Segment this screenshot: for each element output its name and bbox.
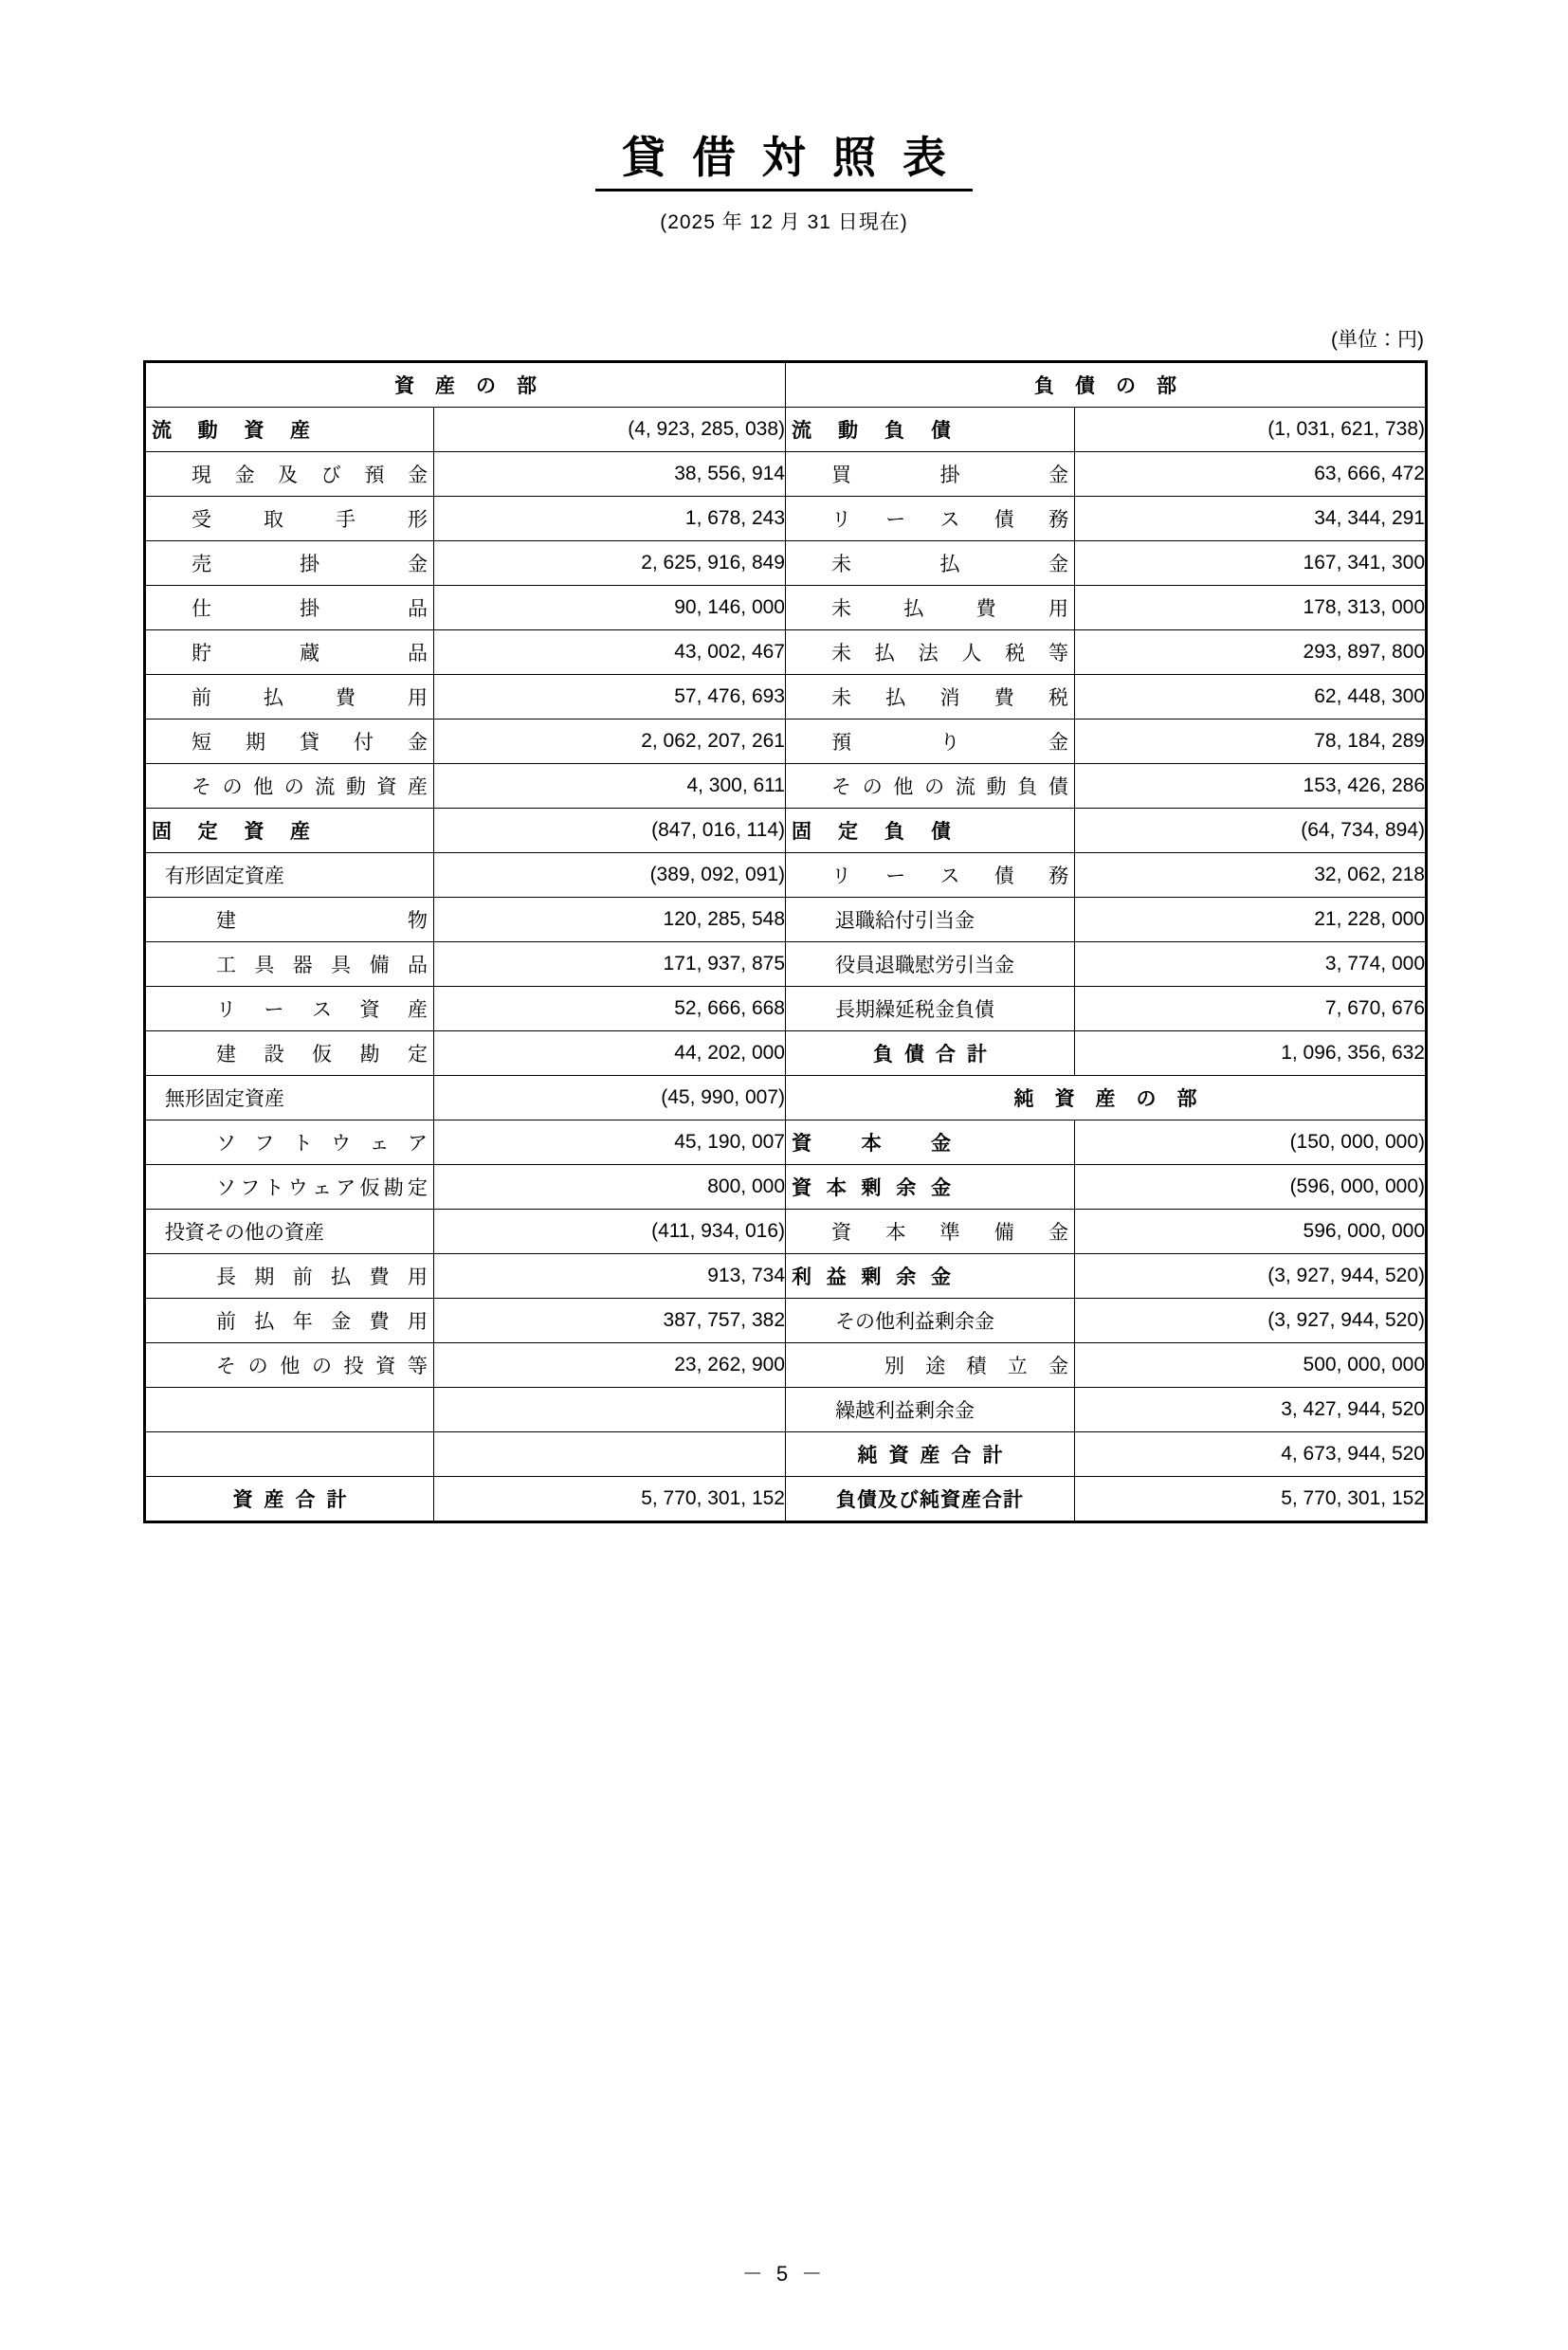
spread-text: 未 払 消 費 税 [831, 686, 1068, 709]
table-row [145, 1030, 1427, 1075]
balance-sheet-table-wrap [143, 360, 1425, 1523]
row-value-lease-obligations-current: 34, 344, 291 [1075, 496, 1427, 540]
table-row [145, 1431, 1427, 1476]
row-label-current-liabilities [786, 407, 1075, 451]
row-value-total-net-assets: 4, 673, 944, 520 [1075, 1431, 1427, 1476]
row-label-construction-in-progress [145, 1030, 434, 1075]
table-row [145, 674, 1427, 719]
spread-text: 預 り 金 [831, 731, 1068, 754]
row-value-cash-and-deposits: 38, 556, 914 [434, 451, 786, 496]
spread-text: そ の 他 の 投 資 等 [216, 1355, 428, 1377]
row-label-accounts-receivable [145, 540, 434, 585]
table-row [145, 1075, 1427, 1120]
row-value-legal-capital-surplus: 596, 000, 000 [1075, 1209, 1427, 1253]
row-value-software-in-progress: 800, 000 [434, 1164, 786, 1209]
spread-text: 買 掛 金 [831, 464, 1068, 486]
row-value-long-term-prepaid-expenses: 913, 734 [434, 1253, 786, 1298]
spread-text: 流 動 負 債 [792, 419, 951, 442]
spread-text: 資 本 金 [792, 1132, 951, 1155]
row-value-accrued-expenses: 178, 313, 000 [1075, 585, 1427, 629]
liabilities-section-header: 負債の部 [786, 361, 1427, 407]
row-value-reserve-for-special-purposes: 500, 000, 000 [1075, 1342, 1427, 1387]
row-value-other-investments: 23, 262, 900 [434, 1342, 786, 1387]
row-label-supplies [145, 629, 434, 674]
row-value-accrued-income-taxes: 293, 897, 800 [1075, 629, 1427, 674]
table-row [145, 763, 1427, 808]
row-value-spacer-1 [434, 1387, 786, 1431]
row-label-total-assets: 資産合計 [145, 1476, 434, 1521]
table-row [145, 585, 1427, 629]
table-row [145, 1164, 1427, 1209]
row-label-software [145, 1120, 434, 1164]
row-value-work-in-process: 90, 146, 000 [434, 585, 786, 629]
table-row [145, 941, 1427, 986]
row-value-software: 45, 190, 007 [434, 1120, 786, 1164]
table-row-grand-total [145, 1476, 1427, 1521]
row-value-retained-earnings-brought-forward: 3, 427, 944, 520 [1075, 1387, 1427, 1431]
row-label-intangible-fixed-assets: 無形固定資産 [145, 1075, 434, 1120]
row-label-total-net-assets: 純資産合計 [786, 1431, 1075, 1476]
row-label-deposits-received [786, 719, 1075, 763]
row-label-legal-capital-surplus [786, 1209, 1075, 1253]
spread-text: 現 金 及 び 預 金 [191, 464, 428, 486]
row-value-tools-furniture-fixtures: 171, 937, 875 [434, 941, 786, 986]
spread-text: リ ー ス 資 産 [216, 998, 428, 1021]
table-row [145, 808, 1427, 852]
row-label-total-liabilities: 負債合計 [786, 1030, 1075, 1075]
table-row [145, 852, 1427, 897]
row-label-officers-retirement-provision: 役員退職慰労引当金 [786, 941, 1075, 986]
row-value-lease-obligations-noncurrent: 32, 062, 218 [1075, 852, 1427, 897]
row-label-capital-surplus [786, 1164, 1075, 1209]
table-row [145, 1253, 1427, 1298]
row-value-fixed-assets: (847, 016, 114) [434, 808, 786, 852]
spread-text: 仕 掛 品 [191, 597, 428, 620]
table-row [145, 986, 1427, 1030]
row-value-current-assets: (4, 923, 285, 038) [434, 407, 786, 451]
row-value-deposits-received: 78, 184, 289 [1075, 719, 1427, 763]
row-label-accounts-payable [786, 451, 1075, 496]
spread-text: 資 本 剰 余 金 [792, 1176, 951, 1199]
row-value-short-term-loans: 2, 062, 207, 261 [434, 719, 786, 763]
row-value-retirement-benefit-provision: 21, 228, 000 [1075, 897, 1427, 941]
table-row [145, 719, 1427, 763]
row-label-notes-receivable [145, 496, 434, 540]
row-label-fixed-assets [145, 808, 434, 852]
row-label-investments-and-other-assets: 投資その他の資産 [145, 1209, 434, 1253]
row-label-buildings [145, 897, 434, 941]
table-row [145, 1387, 1427, 1431]
spread-text: 売 掛 金 [191, 553, 428, 575]
row-value-capital-surplus: (596, 000, 000) [1075, 1164, 1427, 1209]
spread-text: 長 期 前 払 費 用 [216, 1266, 428, 1288]
row-label-reserve-for-special-purposes [786, 1342, 1075, 1387]
row-value-accrued-consumption-tax: 62, 448, 300 [1075, 674, 1427, 719]
balance-sheet-table [143, 360, 1428, 1523]
row-label-accrued-expenses [786, 585, 1075, 629]
row-label-prepaid-pension-cost [145, 1298, 434, 1342]
spread-text: 未 払 金 [831, 553, 1068, 575]
row-label-tools-furniture-fixtures [145, 941, 434, 986]
row-label-lease-assets [145, 986, 434, 1030]
unit-note: (単位：円) [1331, 328, 1424, 351]
row-value-officers-retirement-provision: 3, 774, 000 [1075, 941, 1427, 986]
table-row [145, 496, 1427, 540]
row-value-total-liabilities-and-net-assets: 5, 770, 301, 152 [1075, 1476, 1427, 1521]
spread-text: 前 払 費 用 [191, 686, 428, 709]
table-row [145, 897, 1427, 941]
spread-text: 短 期 貸 付 金 [191, 731, 428, 754]
row-label-capital-stock [786, 1120, 1075, 1164]
row-label-other-investments [145, 1342, 434, 1387]
assets-section-header: 資産の部 [145, 361, 786, 407]
row-label-fixed-liabilities [786, 808, 1075, 852]
row-label-retained-earnings [786, 1253, 1075, 1298]
spread-text: 別 途 積 立 金 [884, 1355, 1068, 1377]
spread-text: 流 動 資 産 [152, 419, 310, 442]
table-row [145, 407, 1427, 451]
row-label-prepaid-expenses [145, 674, 434, 719]
row-label-spacer-2 [145, 1431, 434, 1476]
row-value-spacer-2 [434, 1431, 786, 1476]
table-row [145, 1209, 1427, 1253]
title-block [0, 133, 1568, 191]
row-value-deferred-tax-liabilities: 7, 670, 676 [1075, 986, 1427, 1030]
row-value-buildings: 120, 285, 548 [434, 897, 786, 941]
spread-text: 受 取 手 形 [191, 508, 428, 531]
row-value-notes-receivable: 1, 678, 243 [434, 496, 786, 540]
row-label-total-liabilities-and-net-assets: 負債及び純資産合計 [786, 1476, 1075, 1521]
row-label-long-term-prepaid-expenses [145, 1253, 434, 1298]
spread-text: 建 設 仮 勘 定 [216, 1043, 428, 1066]
spread-text: そ の 他 の 流 動 負 債 [831, 775, 1068, 798]
spread-text: リ ー ス 債 務 [831, 865, 1068, 887]
row-label-current-assets [145, 407, 434, 451]
row-label-retained-earnings-brought-forward: 繰越利益剰余金 [786, 1387, 1075, 1431]
row-value-investments-and-other-assets: (411, 934, 016) [434, 1209, 786, 1253]
spread-text: ソ フ ト ウ ェ ア 仮 勘 定 [216, 1176, 428, 1199]
spread-text: 建 物 [216, 909, 428, 932]
row-value-lease-assets: 52, 666, 668 [434, 986, 786, 1030]
row-value-accounts-payable: 63, 666, 472 [1075, 451, 1427, 496]
row-label-tangible-fixed-assets: 有形固定資産 [145, 852, 434, 897]
table-row [145, 451, 1427, 496]
spread-text: 未 払 法 人 税 等 [831, 642, 1068, 665]
table-row-section-headers [145, 361, 1427, 407]
table-row [145, 629, 1427, 674]
row-value-tangible-fixed-assets: (389, 092, 091) [434, 852, 786, 897]
row-label-other-current-liabilities [786, 763, 1075, 808]
table-row [145, 1120, 1427, 1164]
row-value-other-retained-earnings: (3, 927, 944, 520) [1075, 1298, 1427, 1342]
table-row [145, 1342, 1427, 1387]
row-label-accrued-payables [786, 540, 1075, 585]
row-label-spacer-1 [145, 1387, 434, 1431]
spread-text: 固 定 資 産 [152, 820, 310, 843]
balance-sheet-page [0, 133, 1568, 2350]
row-value-other-current-liabilities: 153, 426, 286 [1075, 763, 1427, 808]
net-assets-section-header: 純資産の部 [786, 1075, 1427, 1120]
spread-text: 未 払 費 用 [831, 597, 1068, 620]
row-label-lease-obligations-noncurrent [786, 852, 1075, 897]
row-value-construction-in-progress: 44, 202, 000 [434, 1030, 786, 1075]
page-title: 貸借対照表 [595, 133, 973, 191]
row-value-capital-stock: (150, 000, 000) [1075, 1120, 1427, 1164]
spread-text: 前 払 年 金 費 用 [216, 1310, 428, 1333]
row-value-other-current-assets: 4, 300, 611 [434, 763, 786, 808]
spread-text: リ ー ス 債 務 [831, 508, 1068, 531]
row-label-other-current-assets [145, 763, 434, 808]
row-value-retained-earnings: (3, 927, 944, 520) [1075, 1253, 1427, 1298]
row-label-deferred-tax-liabilities: 長期繰延税金負債 [786, 986, 1075, 1030]
table-row [145, 1298, 1427, 1342]
row-value-accrued-payables: 167, 341, 300 [1075, 540, 1427, 585]
spread-text: 資 本 準 備 金 [831, 1221, 1068, 1244]
row-label-other-retained-earnings: その他利益剰余金 [786, 1298, 1075, 1342]
row-label-software-in-progress [145, 1164, 434, 1209]
row-value-prepaid-pension-cost: 387, 757, 382 [434, 1298, 786, 1342]
row-label-accrued-income-taxes [786, 629, 1075, 674]
row-value-intangible-fixed-assets: (45, 990, 007) [434, 1075, 786, 1120]
spread-text: そ の 他 の 流 動 資 産 [191, 775, 428, 798]
row-label-accrued-consumption-tax [786, 674, 1075, 719]
row-label-lease-obligations-current [786, 496, 1075, 540]
row-label-work-in-process [145, 585, 434, 629]
row-value-total-assets: 5, 770, 301, 152 [434, 1476, 786, 1521]
page-number: － 5 － [741, 2262, 827, 2286]
table-row [145, 540, 1427, 585]
row-value-current-liabilities: (1, 031, 621, 738) [1075, 407, 1427, 451]
spread-text: 固 定 負 債 [792, 820, 951, 843]
document-date-subtitle: (2025 年 12 月 31 日現在) [660, 210, 908, 233]
row-label-retirement-benefit-provision: 退職給付引当金 [786, 897, 1075, 941]
row-value-accounts-receivable: 2, 625, 916, 849 [434, 540, 786, 585]
row-value-total-liabilities: 1, 096, 356, 632 [1075, 1030, 1427, 1075]
spread-text: 貯 蔵 品 [191, 642, 428, 665]
row-value-fixed-liabilities: (64, 734, 894) [1075, 808, 1427, 852]
row-value-supplies: 43, 002, 467 [434, 629, 786, 674]
row-label-short-term-loans [145, 719, 434, 763]
row-value-prepaid-expenses: 57, 476, 693 [434, 674, 786, 719]
spread-text: 工 具 器 具 備 品 [216, 954, 428, 976]
row-label-cash-and-deposits [145, 451, 434, 496]
spread-text: ソ フ ト ウ ェ ア [216, 1132, 428, 1155]
spread-text: 利 益 剰 余 金 [792, 1266, 951, 1288]
